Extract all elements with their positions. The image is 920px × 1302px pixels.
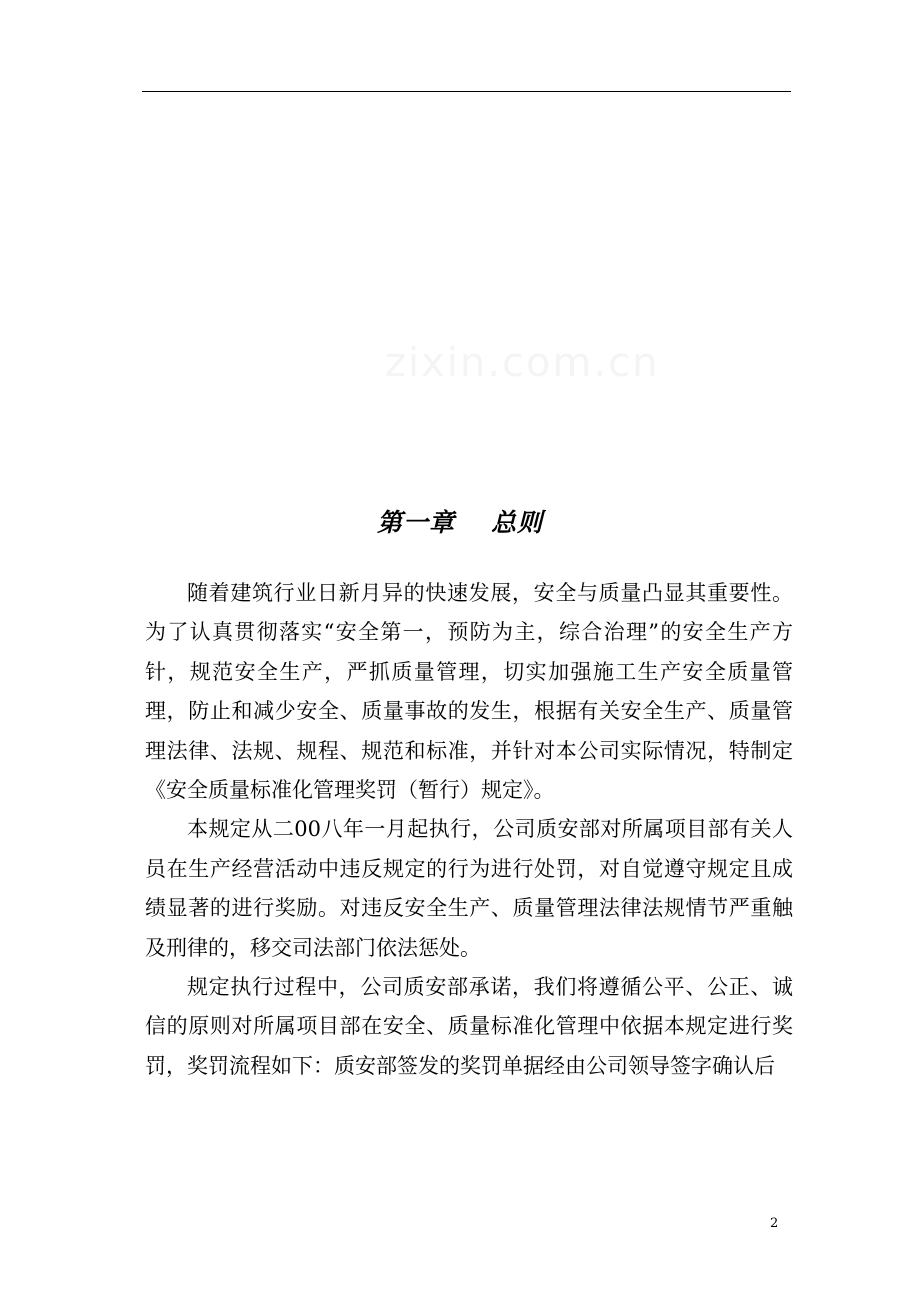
body-text bbox=[145, 574, 793, 1086]
watermark bbox=[385, 340, 659, 386]
paragraph-execution: 规定执行过程中，公司质安部承诺，我们将遵循公平、公正、诚信的原则对所属项目部在安全、质量标准化管理中依据本规定进行奖罚，奖罚流程如下：质安部签发的奖罚单据经由公司领导签字确认后 bbox=[145, 975, 793, 1078]
page-number: 2 bbox=[770, 1216, 779, 1231]
chapter-number: 第一章 bbox=[376, 508, 455, 537]
paragraph-effective-date: 本规定从二00八年一月起执行，公司质安部对所属项目部有关人员在生产经营活动中违反规定的行为进行处罚，对自觉遵守规定且成绩显著的进行奖励。对违反安全生产、质量管理法律法规情节严重触及刑律的，移交司法部门依法惩处。 bbox=[145, 817, 793, 960]
paragraph-intro: 随着建筑行业日新月异的快速发展，安全与质量凸显其重要性。为了认真贯彻落实“安全第一，预防为主，综合治理”的安全生产方针，规范安全生产，严抓质量管理，切实加强施工生产安全质量管理，防止和减少安全、质量事故的发生，根据有关安全生产、质量管理法律、法规、规程、规范和标准，并针对本公司实际情况，特制定《安全质量标准化管理奖罚（暂行）规定》。 bbox=[145, 581, 793, 803]
chapter-heading bbox=[0, 503, 920, 539]
chapter-title: 总则 bbox=[491, 508, 544, 537]
header-rule bbox=[142, 91, 791, 92]
